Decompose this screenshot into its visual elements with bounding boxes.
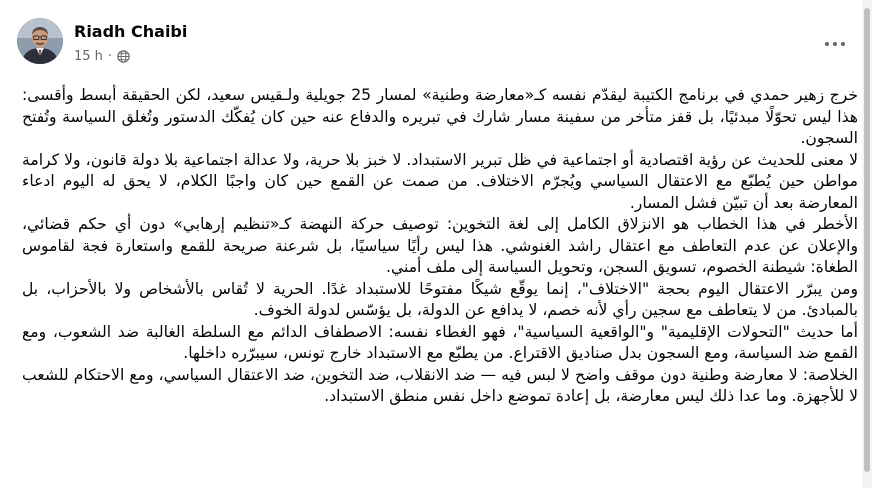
post-paragraph: ومن يبرّر الاعتقال اليوم بحجة "الاختلاف"، إنما يوقّع شيكًا مفتوحًا للاستبداد غدًا. الحرية لا تُقاس بالأشخاص ولا بالأحزاب، بل بالمبادئ. من لا يتعاطف مع سجين رأي لأنه خصم، لا يدافع عن الدولة، بل يؤسّس لدولة الخوف. — [22, 279, 858, 319]
more-options-icon — [825, 42, 829, 46]
meta-separator: · — [107, 49, 113, 64]
post-meta — [74, 49, 130, 64]
post-paragraph: أما حديث "التحولات الإقليمية" و"الواقعية السياسية"، فهو الغطاء نفسه: الاصطفاف الدائم مع السلطة الغالبة ضد الشعوب، ومع القمع ضد السياسة، ومع السجون بدل صناديق الاقتراع. من يطبّع مع الاستبداد خارج تونس، سيبرّره داخلها. — [22, 322, 858, 362]
profile-photo-icon — [17, 18, 63, 64]
post-text — [22, 85, 858, 408]
post-timestamp[interactable]: 15 h — [74, 49, 103, 64]
more-options-icon — [841, 42, 845, 46]
scrollbar-thumb[interactable] — [864, 8, 870, 472]
post-paragraph: الأخطر في هذا الخطاب هو الانزلاق الكامل إلى لغة التخوين: توصيف حركة النهضة كـ«تنظيم إرهابي» دون أي حكم قضائي، والإعلان عن عدم التعاطف مع اعتقال راشد الغنوشي. هذا ليس رأيًا سياسيًا، بل شرعنة صريحة للقمع واستعارة فجة لقاموس الطغاة: شيطنة الخصوم، تسويق السجن، وتحويل السياسة إلى ملف أمني. — [22, 215, 858, 276]
post-paragraph: الخلاصة: لا معارضة وطنية دون موقف واضح لا لبس فيه — ضد الانقلاب، ضد التخوين، ضد الاعتقال السياسي، ومع الاحتكام للشعب لا للأجهزة. وما عدا ذلك ليس معارضة، بل إعادة تموضع داخل نفس منطق الاستبداد. — [22, 365, 858, 405]
globe-icon[interactable] — [117, 50, 130, 63]
author-name[interactable]: Riadh Chaibi — [74, 22, 188, 41]
post-paragraph: لا معنى للحديث عن رؤية اقتصادية أو اجتماعية في ظل تبرير الاستبداد. لا خبز بلا حرية، ولا عدالة اجتماعية بلا دولة قانون، ولا كرامة مواطن حين يُطبّع مع الاعتقال السياسي ويُجرّم الاختلاف. من صمت عن القمع حين كان واجبًا الكلام، لا يحق له اليوم ادعاء المعارضة بعد أن تبيّن فشل المسار. — [22, 150, 858, 212]
avatar[interactable] — [17, 18, 63, 64]
more-options-icon — [833, 42, 837, 46]
more-options-button[interactable] — [820, 32, 850, 56]
post-paragraph: خرج زهير حمدي في برنامج الكتيبة ليقدّم نفسه كـ«معارضة وطنية» لمسار 25 جويلية ولـقيس سعيد، لكن الحقيقة أبسط وأقسى: هذا ليس تحوّلًا مبدئيًا، بل قفز متأخر من سفينة مسار شارك في تبريره والدفاع عنه حين كان يُفكّك الدستور وتُغلق السياسة وتُفتح السجون. — [22, 86, 858, 147]
